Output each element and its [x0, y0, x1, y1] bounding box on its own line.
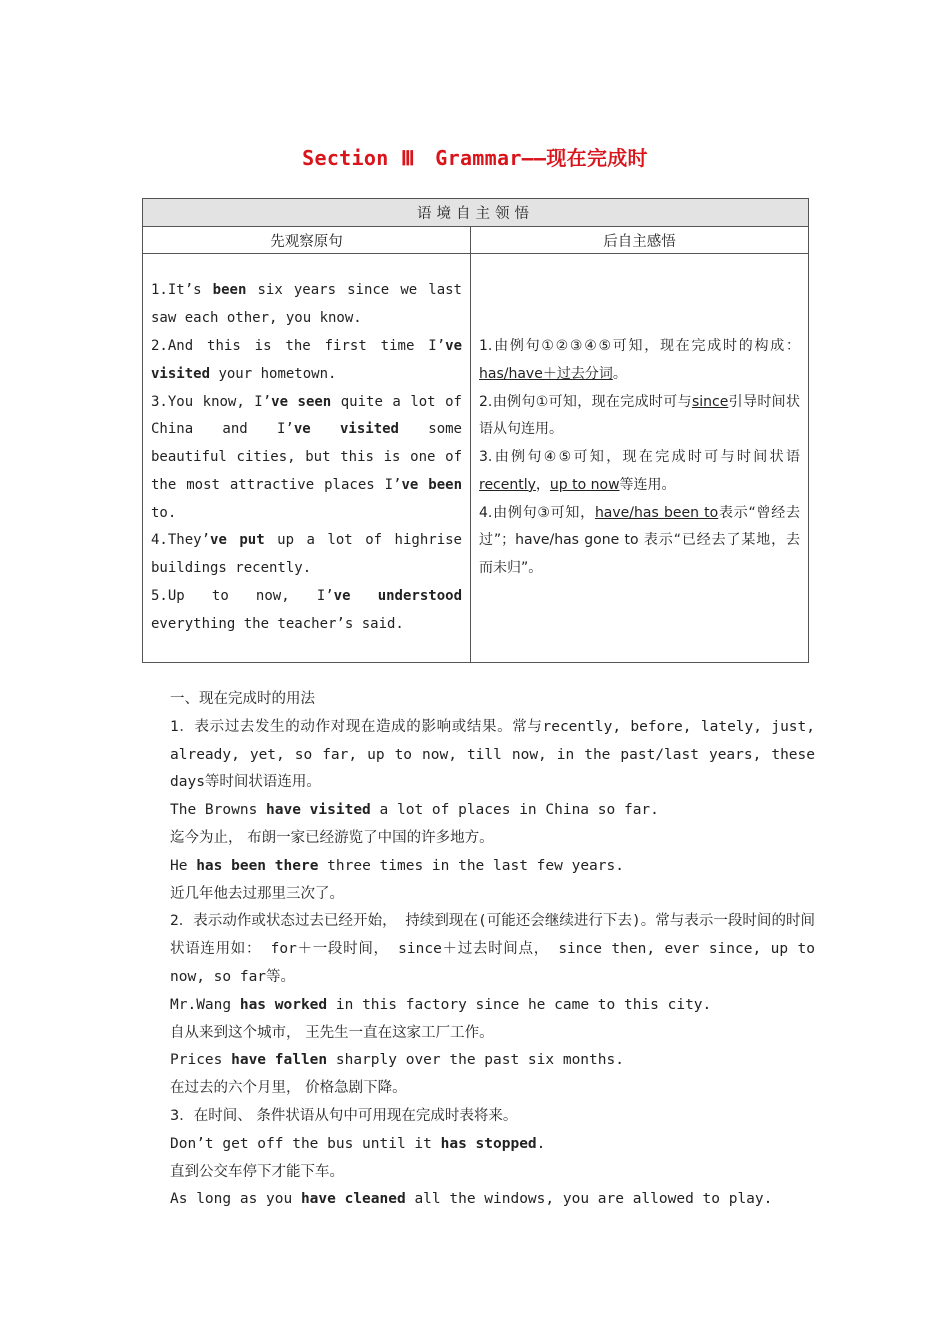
note-1: 1.由例句①②③④⑤可知，现在完成时的构成：has/have＋过去分词。 — [479, 337, 800, 382]
example-number: 1. — [151, 282, 168, 299]
sentence-text: everything the teacher’s said. — [151, 615, 404, 632]
example-1: The Browns have visited a lot of places in China so far. — [170, 802, 659, 819]
verb-highlight: ve visited — [293, 421, 399, 438]
sentence-text: And this is the first time I’ — [167, 337, 446, 354]
example-sentence-2 — [151, 333, 462, 389]
example-number: 5. — [151, 588, 168, 605]
table-header: 语境自主领悟 — [143, 199, 809, 227]
sentence-text: Up to now, I’ — [167, 588, 334, 605]
example-6: As long as you have cleaned all the windows, you are allowed to play. — [170, 1191, 773, 1208]
notes-cell — [471, 254, 809, 663]
example-sentence-4 — [151, 527, 462, 583]
example-4: Prices have fallen sharply over the past six months. — [170, 1052, 624, 1069]
context-table — [142, 198, 809, 663]
rule-3: 3．在时间、 条件状语从句中可用现在完成时表将来。 — [170, 1107, 518, 1124]
translation-1: 迄今为止， 布朗一家已经游览了中国的许多地方。 — [170, 829, 494, 846]
verb-highlight: ve visited — [151, 337, 462, 382]
rule-1: 1．表示过去发生的动作对现在造成的影响或结果。常与recently, before, lately, just, already, yet, so far, up to now, till now, in the past/last years, these days等时间状语连用。 — [170, 718, 815, 791]
sentence-text: You know, I’ — [167, 393, 272, 410]
grammar-notes — [479, 333, 800, 583]
example-sentences-cell — [143, 254, 471, 663]
sentence-text: It’s — [167, 282, 213, 299]
sentence-text: six years since we last saw each other, you know. — [151, 282, 462, 327]
verb-highlight: ve seen — [271, 393, 332, 410]
translation-3: 自从来到这个城市， 王先生一直在这家工厂工作。 — [170, 1024, 494, 1041]
verb-highlight: ve put — [210, 532, 265, 549]
column-header-observe: 先观察原句 — [143, 227, 471, 254]
example-sentence-1 — [151, 277, 462, 333]
example-sentence-3 — [151, 389, 462, 528]
column-header-reflect: 后自主感悟 — [471, 227, 809, 254]
usage-section — [137, 686, 815, 1214]
note-4: 4.由例句③可知，have/has been to表示“曾经去过”；have/has gone to 表示“已经去了某地，去而未归”。 — [479, 504, 800, 577]
example-number: 4. — [151, 532, 168, 549]
example-3: Mr.Wang has worked in this factory since he came to this city. — [170, 996, 712, 1013]
section-title: Section Ⅲ Grammar——现在完成时 — [302, 146, 648, 170]
sentence-text: to. — [151, 504, 177, 521]
section-heading: 一、现在完成时的用法 — [170, 691, 315, 707]
sentence-text: up a lot of highrise buildings recently. — [151, 532, 462, 577]
sentence-text: quite a lot of China and I’ — [151, 393, 462, 438]
note-3: 3.由例句④⑤可知，现在完成时可与时间状语recently，up to now等连用。 — [479, 449, 800, 493]
verb-highlight: ve understood — [333, 588, 462, 605]
example-2: He has been there three times in the last few years. — [170, 857, 624, 874]
translation-4: 在过去的六个月里， 价格急剧下降。 — [170, 1080, 407, 1097]
verb-highlight: ve been — [401, 476, 462, 493]
example-5: Don’t get off the bus until it has stopped. — [170, 1135, 546, 1152]
rule-2: 2．表示动作或状态过去已经开始， 持续到现在(可能还会继续进行下去)。常与表示一段时间的时间状语连用如： for＋一段时间， since＋过去时间点， since then, ever since, up to now, so far等。 — [170, 913, 815, 985]
sentence-text: They’ — [167, 532, 211, 549]
example-sentence-5 — [151, 583, 462, 639]
example-number: 3. — [151, 393, 168, 410]
sentence-text: some beautiful cities, but this is one of the most attractive places I’ — [151, 421, 462, 493]
sentence-text: your hometown. — [210, 365, 337, 382]
verb-highlight: been — [212, 282, 247, 299]
translation-2: 近几年他去过那里三次了。 — [170, 885, 344, 902]
example-number: 2. — [151, 337, 168, 354]
example-sentences — [151, 277, 462, 638]
translation-5: 直到公交车停下才能下车。 — [170, 1163, 344, 1180]
note-2: 2.由例句①可知，现在完成时可与since引导时间状语从句连用。 — [479, 393, 800, 438]
